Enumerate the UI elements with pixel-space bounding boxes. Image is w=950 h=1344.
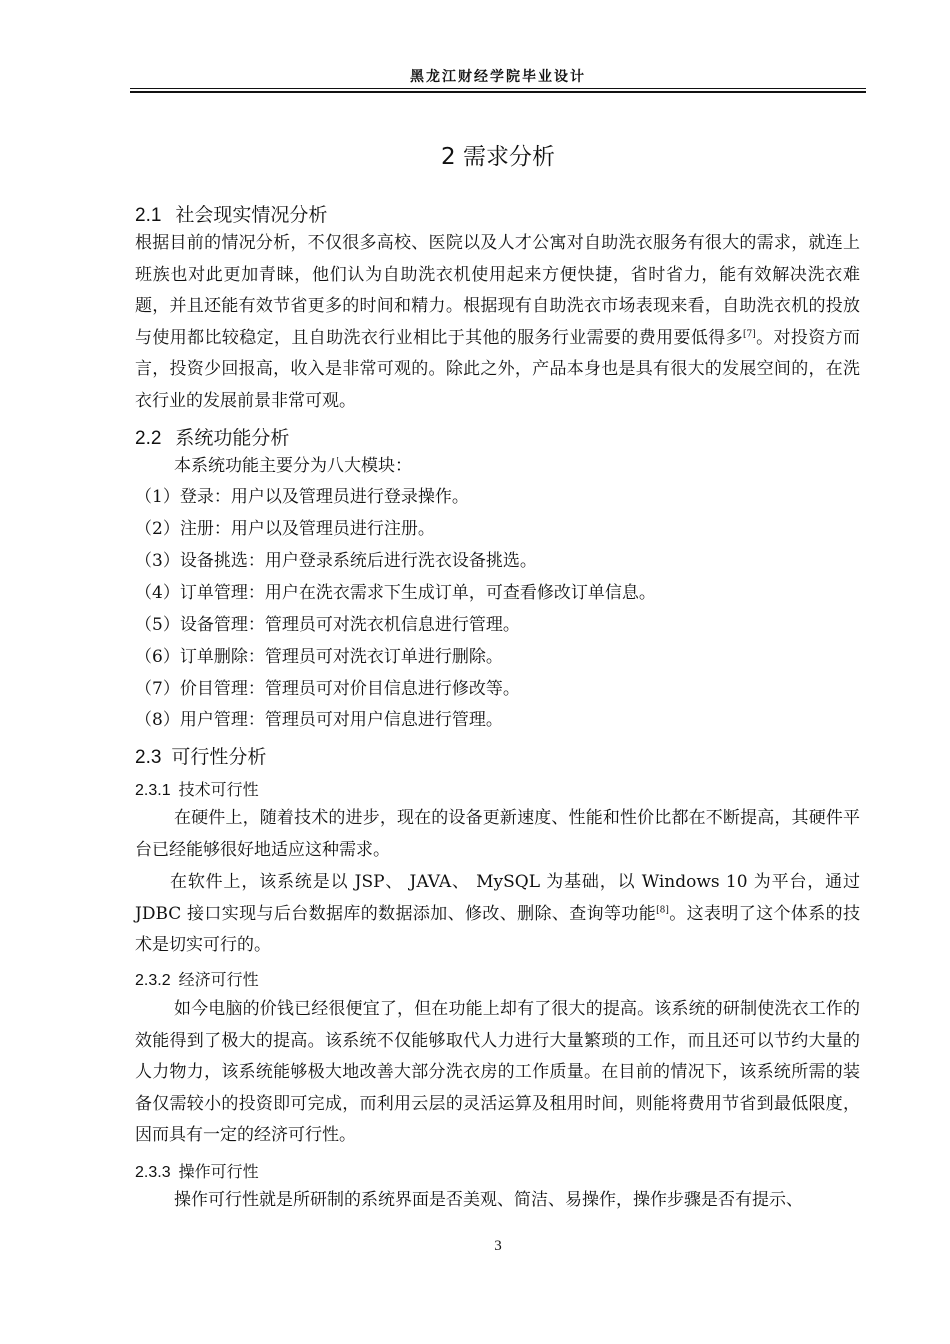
citation: [8] xyxy=(656,904,669,915)
section-title: 系统功能分析 xyxy=(175,427,290,449)
section-number: 2.1 xyxy=(135,205,162,226)
header-rule-thin xyxy=(130,88,866,89)
list-item: （6）订单删除：管理员可对洗衣订单进行删除。 xyxy=(135,647,503,667)
paragraph-hardware: 在硬件上，随着技术的进步，现在的设备更新速度、性能和性价比都在不断提高，其硬件平台已经能够很好地适应这种需求。 xyxy=(135,808,860,860)
section-heading-2-1 xyxy=(135,200,327,227)
section-number: 2.3 xyxy=(135,747,162,768)
subsection-title: 技术可行性 xyxy=(178,780,259,799)
paragraph-text: 。对投资方而言，投资少回报高，收入是非常可观的。除此之外，产品本身也是具有很大的发展空间的，在洗衣行业的发展前景非常可观。 xyxy=(135,327,861,411)
list-item: （2）注册：用户以及管理员进行注册。 xyxy=(135,519,435,539)
subsection-number: 2.3.1 xyxy=(135,782,171,799)
section-title: 可行性分析 xyxy=(171,746,267,768)
paragraph-operational: 操作可行性就是所研制的系统界面是否美观、简洁、易操作，操作步骤是否有提示、 xyxy=(174,1190,803,1210)
chapter-title: 2 需求分析 xyxy=(441,144,555,170)
list-item: （4）订单管理：用户在洗衣需求下生成订单，可查看修改订单信息。 xyxy=(135,583,656,603)
citation: [7] xyxy=(743,328,756,339)
paragraph-software xyxy=(135,867,860,962)
paragraph-text: 根据目前的情况分析，不仅很多高校、医院以及人才公寓对自助洗衣服务有很大的需求，就连上班族也对此更加青睐，他们认为自助洗衣机使用起来方便快捷，省时省力，能有效解决洗衣难题，并且还能有效节省更多的时间和精力。根据现有自助洗衣市场表现来看，自助洗衣机的投放与使用都比较稳定，且自助洗衣行业相比于其他的服务行业需要的费用要低得多 xyxy=(135,233,860,348)
subsection-number: 2.3.2 xyxy=(135,972,171,989)
section-heading-2-3 xyxy=(135,742,266,769)
list-item: （8）用户管理：管理员可对用户信息进行管理。 xyxy=(135,710,503,730)
list-item: （1）登录：用户以及管理员进行登录操作。 xyxy=(135,487,469,507)
list-item: （7）价目管理：管理员可对价目信息进行修改等。 xyxy=(135,679,520,699)
subsection-title: 操作可行性 xyxy=(178,1162,259,1181)
paragraph-social-analysis xyxy=(135,228,860,417)
subsection-heading-2-3-2 xyxy=(135,967,259,990)
paragraph-text: 。这表明了这个体系的技术是切实可行的。 xyxy=(135,903,861,955)
list-item: （3）设备挑选：用户登录系统后进行洗衣设备挑选。 xyxy=(135,551,537,571)
header-rule-thick xyxy=(130,91,866,93)
paragraph-text: 在软件上，该系统是以 JSP、 JAVA、 MySQL 为基础，以 Windows 10 为平台，通过JDBC 接口实现与后台数据库的数据添加、修改、删除、查询等功能 xyxy=(135,872,860,924)
list-item: （5）设备管理：管理员可对洗衣机信息进行管理。 xyxy=(135,615,520,635)
subsection-number: 2.3.3 xyxy=(135,1164,171,1181)
section-number: 2.2 xyxy=(135,428,162,449)
modules-intro: 本系统功能主要分为八大模块： xyxy=(174,456,412,476)
section-heading-2-2 xyxy=(135,423,289,450)
paragraph-economic: 如今电脑的价钱已经很便宜了，但在功能上却有了很大的提高。该系统的研制使洗衣工作的效能得到了极大的提高。该系统不仅能够取代人力进行大量繁琐的工作，而且还可以节约大量的人力物力，该系统能够极大地改善大部分洗衣房的工作质量。在目前的情况下，该系统所需的装备仅需较小的投资即可完成，而利用云层的灵活运算及租用时间，则能将费用节省到最低限度，因而具有一定的经济可行性。 xyxy=(135,999,860,1145)
page-number: 3 xyxy=(494,1238,502,1254)
section-title: 社会现实情况分析 xyxy=(175,204,328,226)
subsection-heading-2-3-1 xyxy=(135,777,259,800)
subsection-heading-2-3-3 xyxy=(135,1159,259,1182)
running-header: 黑龙江财经学院毕业设计 xyxy=(410,69,586,85)
subsection-title: 经济可行性 xyxy=(178,970,259,989)
